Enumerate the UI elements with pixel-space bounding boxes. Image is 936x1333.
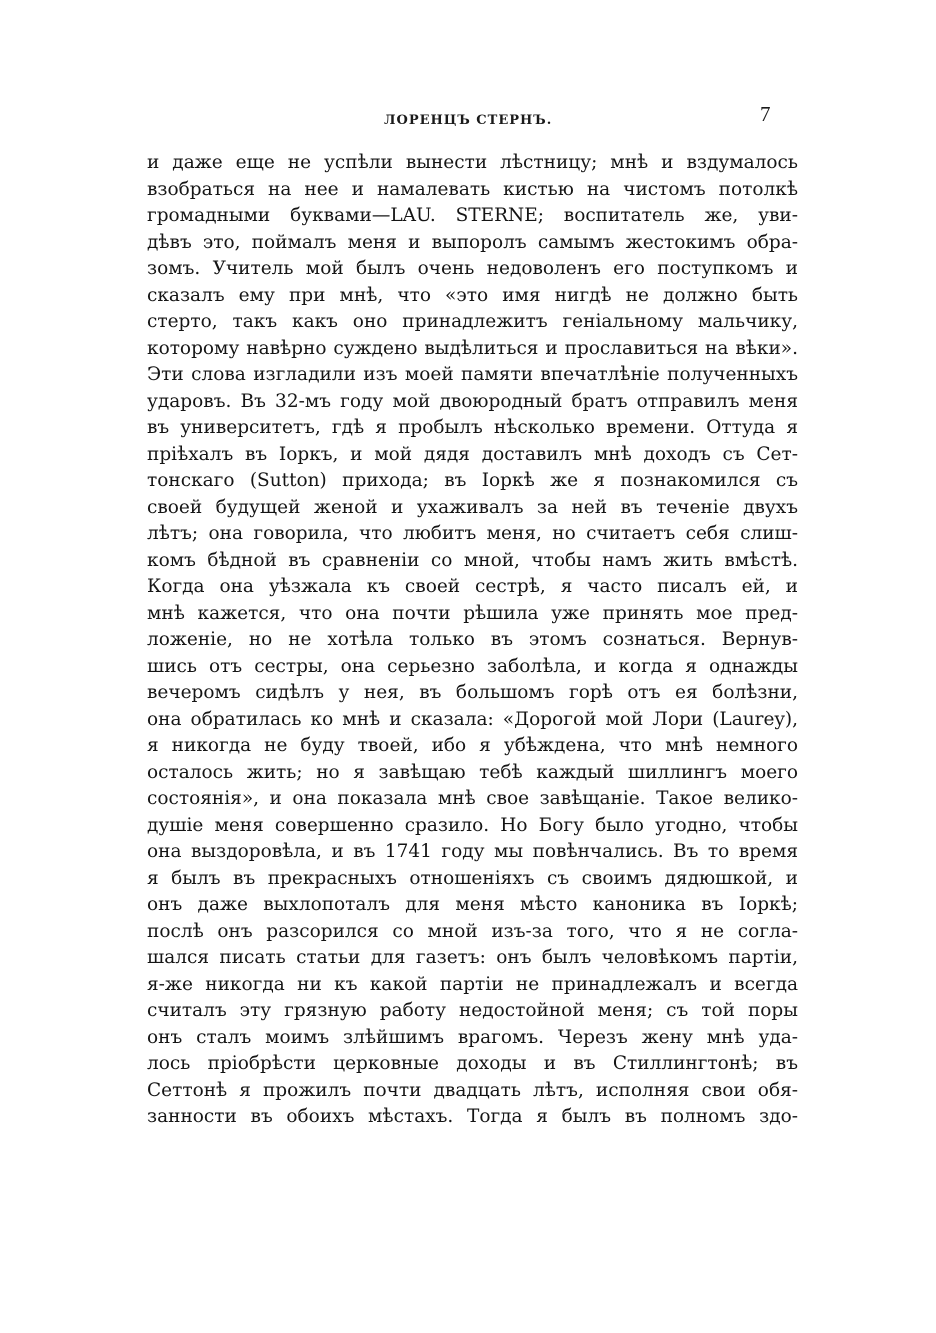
text-line: въ университетъ, гдѣ я пробылъ нѣсколько времени. Оттуда я (147, 417, 798, 438)
text-line: шись отъ сестры, она серьезно заболѣла, и когда я однажды (147, 655, 798, 677)
text-line: взобраться на нее и намалевать кистью на чистомъ потолкѣ (147, 178, 798, 200)
text-line: онъ сталъ моимъ злѣйшимъ врагомъ. Черезъ жену мнѣ уда- (147, 1026, 798, 1048)
text-line: вечеромъ сидѣлъ у нея, въ большомъ горѣ отъ ея болѣзни, (147, 682, 798, 703)
text-line: зомъ. Учитель мой былъ очень недоволенъ его поступкомъ и (147, 258, 798, 279)
text-line: состоянія», и она показала мнѣ свое завѣщаніе. Такое велико- (147, 788, 798, 809)
text-line: она выздоровѣла, и въ 1741 году мы повѣнчались. Въ то время (147, 841, 798, 862)
text-line: шался писать статьи для газетъ: онъ былъ человѣкомъ партіи, (147, 947, 798, 968)
text-line: тонскаго (Sutton) прихода; въ Іоркѣ же я познакомился съ (147, 470, 798, 491)
text-line: мнѣ кажется, что она почти рѣшила уже принять мое пред- (147, 602, 798, 624)
text-line: Когда она уѣзжала къ своей сестрѣ, я часто писалъ ей, и (147, 576, 798, 597)
text-line: комъ бѣдной въ сравненіи со мной, чтобы намъ жить вмѣстѣ. (147, 549, 798, 571)
text-line: лѣтъ; она говорила, что любитъ меня, но считаетъ себя слиш- (147, 523, 798, 544)
text-line: дѣвъ это, поймалъ меня и выпоролъ самымъ жестокимъ обра- (147, 231, 798, 253)
text-line: она обратилась ко мнѣ и сказала: «Дорогой мой Лори (Laurey), (147, 708, 798, 730)
text-line: ложеніе, но не хотѣла только въ этомъ сознаться. Вернув- (147, 629, 798, 650)
text-line: онъ даже выхлопоталъ для меня мѣсто каноника въ Іоркѣ; (147, 894, 798, 915)
text-line: пріѣхалъ въ Іоркъ, и мой дядя доставилъ мнѣ доходъ съ Сет- (147, 443, 798, 465)
text-line: сказалъ ему при мнѣ, что «это имя нигдѣ не должно быть (147, 284, 798, 306)
text-line: лось пріобрѣсти церковные доходы и въ Стиллингтонѣ; въ (147, 1053, 798, 1074)
text-line: занности въ обоихъ мѣстахъ. Тогда я былъ въ полномъ здо- (147, 1106, 798, 1127)
text-line: своей будущей женой и ухаживалъ за ней въ теченіе двухъ (147, 496, 798, 518)
text-line: послѣ онъ разсорился со мной изъ-за того, что я не согла- (147, 920, 798, 942)
text-line: Эти слова изгладили изъ моей памяти впечатлѣніе полученныхъ (147, 364, 798, 385)
text-line: громадными буквами—LAU. STERNE; воспитатель же, уви- (147, 205, 798, 226)
text-line: я былъ въ прекрасныхъ отношеніяхъ съ своимъ дядюшкой, и (147, 867, 798, 889)
text-line: осталось жить; но я завѣщаю тебѣ каждый шиллингъ моего (147, 761, 798, 783)
text-line: я никогда не буду твоей, ибо я убѣждена, что мнѣ немного (147, 735, 798, 756)
text-line: стерто, такъ какъ оно принадлежитъ геніальному мальчику, (147, 311, 798, 332)
text-line: которому навѣрно суждено выдѣлиться и прославиться на вѣки». (147, 337, 798, 359)
text-line: душіе меня совершенно сразило. Но Богу было угодно, чтобы (147, 814, 798, 836)
text-line: считалъ эту грязную работу недостойной меня; съ той поры (147, 1000, 798, 1021)
text-line: ударовъ. Въ 32-мъ году мой двоюродный братъ отправилъ меня (147, 390, 798, 412)
text-line: Сеттонѣ я прожилъ почти двадцать лѣтъ, исполняя свои обя- (147, 1079, 798, 1101)
page-number: 7 (760, 102, 771, 126)
text-line: и даже еще не успѣли вынести лѣстницу; мнѣ и вздумалось (147, 152, 798, 173)
page-body-text (147, 150, 798, 1131)
text-line: я-же никогда ни къ какой партіи не принадлежалъ и всегда (147, 973, 798, 995)
running-title: ЛОРЕНЦЪ СТЕРНЪ. (384, 113, 553, 128)
